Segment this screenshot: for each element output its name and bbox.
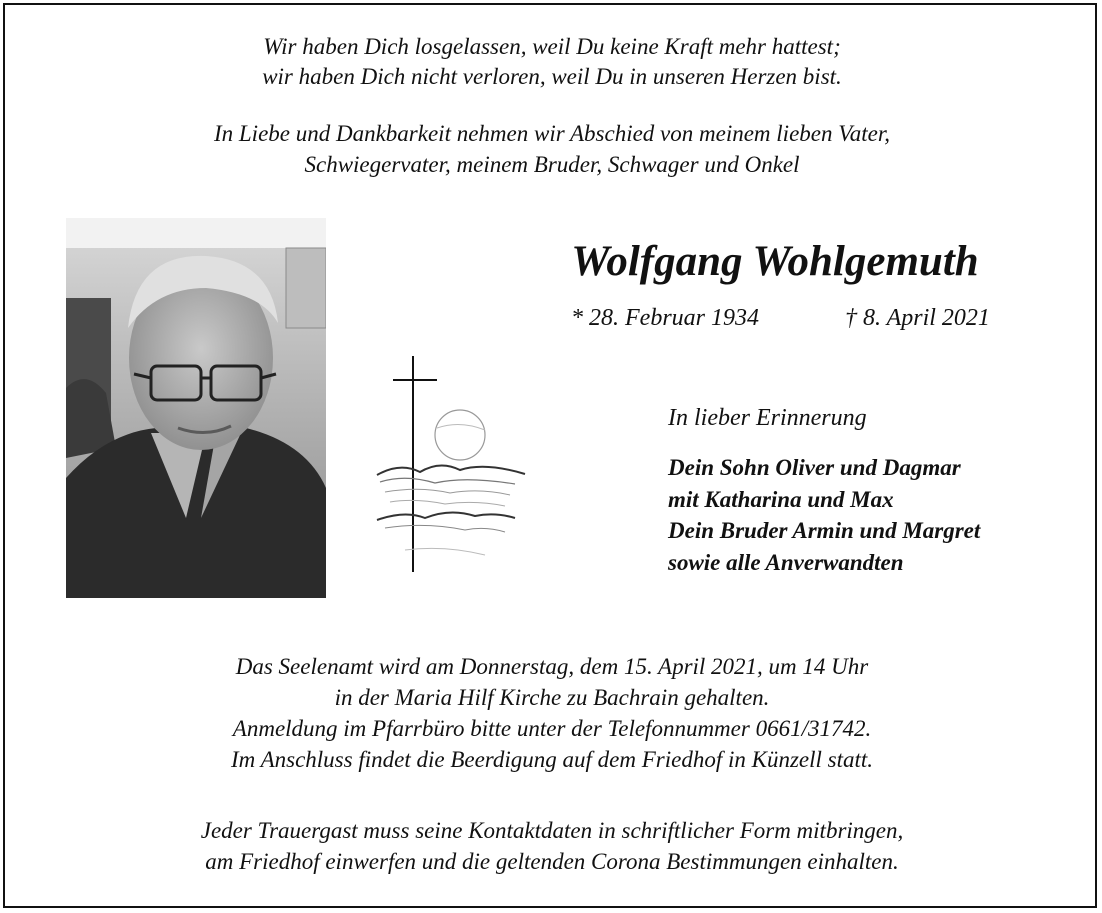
service-line: Anmeldung im Pfarrbüro bitte unter der Telefonnummer 0661/31742. — [232, 716, 872, 741]
obituary-frame — [3, 3, 1097, 908]
service-announcement — [5, 651, 1099, 775]
farewell-line: Schwiegervater, meinem Bruder, Schwager und Onkel — [304, 152, 800, 177]
service-line: Das Seelenamt wird am Donnerstag, dem 15. April 2021, um 14 Uhr — [235, 654, 869, 679]
mourner-line: Dein Sohn Oliver und Dagmar — [668, 455, 961, 480]
corona-line: Jeder Trauergast muss seine Kontaktdaten in schriftlicher Form mitbringen, — [200, 818, 904, 843]
farewell-line: In Liebe und Dankbarkeit nehmen wir Abschied von meinem lieben Vater, — [213, 121, 890, 146]
service-line: in der Maria Hilf Kirche zu Bachrain gehalten. — [334, 685, 770, 710]
mourner-line: mit Katharina und Max — [668, 486, 894, 512]
portrait-image — [66, 218, 326, 598]
memory-label: In lieber Erinnerung — [668, 405, 867, 431]
poem-line: Wir haben Dich losgelassen, weil Du keine Kraft mehr hattest; — [263, 34, 841, 59]
cross-landscape-illustration — [365, 350, 535, 575]
portrait-photo — [66, 218, 326, 598]
birth-date: * 28. Februar 1934 — [571, 305, 759, 331]
service-line: Im Anschluss findet die Beerdigung auf dem Friedhof in Künzell statt. — [230, 747, 874, 772]
corona-notice — [5, 815, 1099, 877]
mourner-line: Dein Bruder Armin und Margret — [668, 518, 981, 543]
mourner-line: sowie alle Anverwandten — [668, 549, 904, 575]
corona-line: am Friedhof einwerfen und die geltenden Corona Bestimmungen einhalten. — [205, 849, 899, 874]
poem-verse — [5, 32, 1099, 92]
death-date: † 8. April 2021 — [845, 305, 990, 331]
mourners-list — [668, 452, 980, 578]
deceased-name: Wolfgang Wohlgemuth — [571, 238, 979, 285]
poem-line: wir haben Dich nicht verloren, weil Du in unseren Herzen bist. — [262, 64, 842, 89]
cross-icon — [365, 350, 535, 575]
farewell-text — [5, 118, 1099, 180]
